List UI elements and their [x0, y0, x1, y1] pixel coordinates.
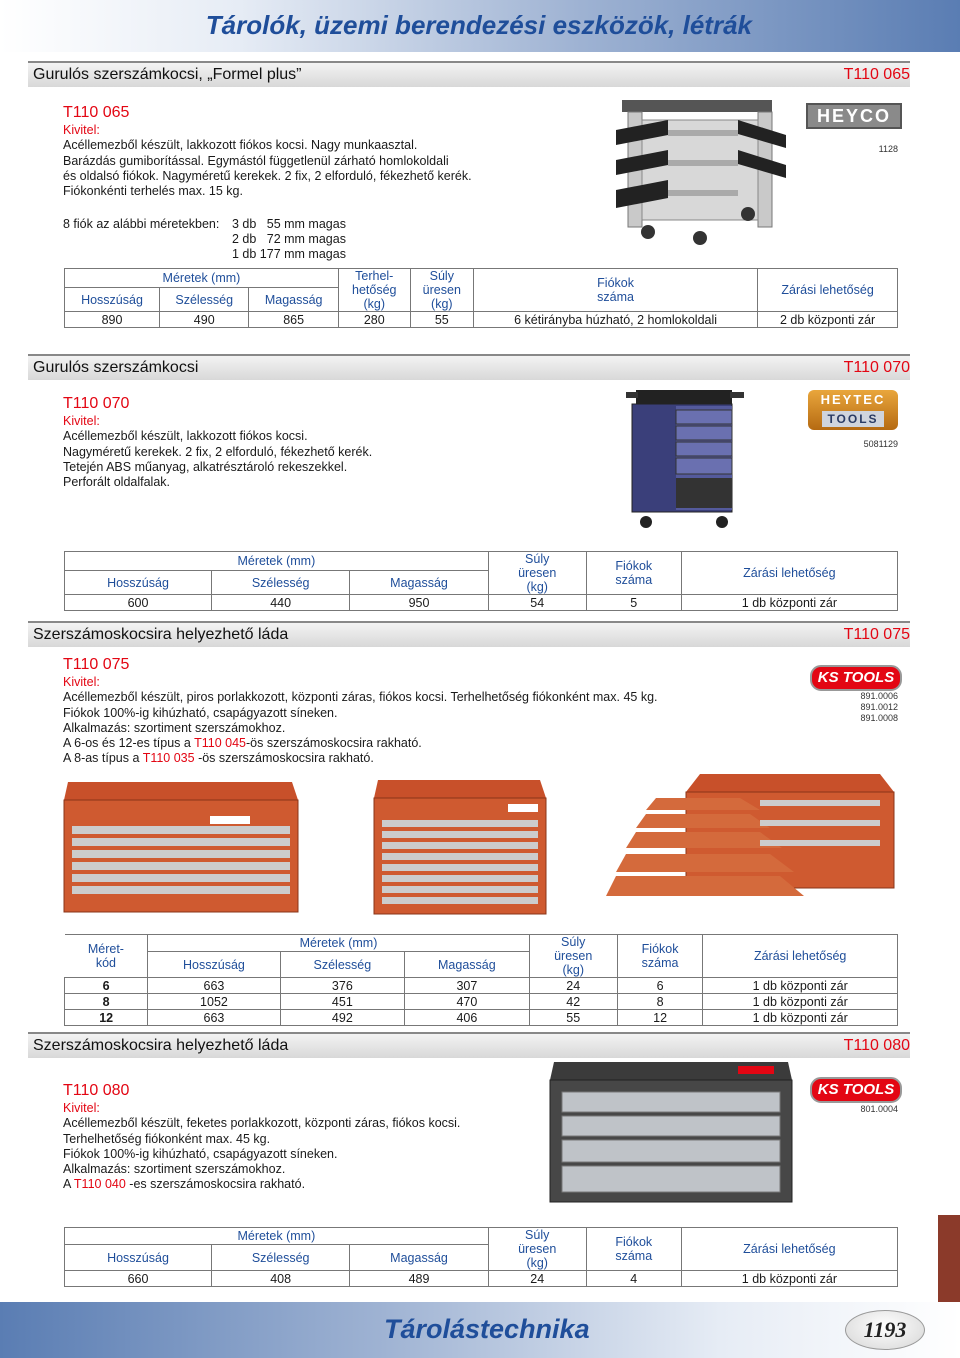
th-szelesseg: Szélesség [160, 288, 249, 312]
article-number: 801.0004 [860, 1104, 898, 1114]
tools-text: TOOLS [822, 411, 884, 427]
dims-c: 1 db 177 mm magas [232, 247, 346, 261]
th-hosszusag: Hosszúság [65, 1245, 212, 1271]
article-number: 891.0012 [860, 702, 898, 712]
th-zaras: Zárási lehetőség [758, 269, 898, 312]
cell: 54 [488, 595, 586, 611]
cell: 406 [405, 1010, 530, 1026]
kivitel-label: Kivitel: [63, 675, 100, 689]
desc-line: Tetején ABS műanyag, alkatrésztároló rekeszekkel. [63, 459, 348, 474]
text: -es szerszámoskocsira rakható. [125, 1177, 306, 1192]
desc-line [63, 736, 658, 751]
desc-line: Terhelhetőség fiókonként max. 45 kg. [63, 1131, 271, 1146]
th-zaras: Zárási lehetőség [681, 1228, 897, 1271]
cell: 42 [529, 994, 617, 1010]
th-meretek: Méretek (mm) [148, 935, 529, 952]
section-header-2 [28, 354, 910, 380]
section-title: Gurulós szerszámkocsi, „Formel plus” [33, 66, 302, 83]
text: A [63, 1177, 74, 1192]
th-suly: Súly üresen (kg) [529, 935, 617, 978]
product-desc-2 [63, 394, 372, 490]
th-fiokok: Fiókok száma [617, 935, 703, 978]
desc-line: és oldalsó fiókok. Nagyméretű kerekek. 2 fix, 2 elforduló, fékezhető kerék. [63, 168, 472, 183]
cell: 12 [65, 1010, 148, 1026]
desc-line: Nagyméretű kerekek. 2 fix, 2 elforduló, fékezhető kerék. [63, 444, 373, 459]
chapter-tab [938, 1215, 960, 1315]
tool-chests-red-image [60, 770, 910, 920]
trolley-image-blue [622, 380, 748, 535]
spec-table-2 [64, 551, 898, 611]
cell: 492 [280, 1010, 405, 1026]
tool-chest-medium [374, 780, 546, 914]
cell: 6 kétirányba húzható, 2 homlokoldali [473, 312, 757, 328]
cell: 2 db központi zár [758, 312, 898, 328]
section-code: T110 070 [843, 359, 910, 376]
product-code: T110 065 [63, 104, 130, 121]
section-title: Szerszámoskocsira helyezhető láda [33, 626, 289, 643]
ref-code: T110 040 [73, 1177, 126, 1192]
drawer-dimensions [63, 217, 346, 261]
cell: 8 [65, 994, 148, 1010]
table-row [65, 595, 898, 611]
th-suly: Súly üresen (kg) [488, 1228, 586, 1271]
cell: 890 [65, 312, 160, 328]
heytec-text: HEYTEC [820, 392, 886, 407]
cell: 1052 [148, 994, 280, 1010]
th-suly: Súly üresen (kg) [488, 552, 586, 595]
cell: 1 db központi zár [703, 978, 898, 994]
header-bar [0, 0, 960, 52]
cell: 55 [410, 312, 473, 328]
th-magassag: Magasság [405, 952, 530, 978]
section-title: Gurulós szerszámkocsi [33, 359, 199, 376]
cell: 663 [148, 1010, 280, 1026]
footer-title: Tárolástechnika [384, 1314, 590, 1344]
cell: 600 [65, 595, 212, 611]
desc-line: Acéllemezből készült, piros porlakkozott, központi záras, fiókos kocsi. Terhelhetőség fiókonként max. 45 kg. [63, 690, 658, 705]
desc-line: Barázdás gumiborítással. Egymástól függetlenül zárható homlokoldali [63, 153, 449, 168]
table-row [65, 1010, 898, 1026]
product-desc-3 [63, 655, 658, 767]
kstools-logo: KS TOOLS [810, 665, 902, 691]
text: -ös szerszámoskocsira rakható. [194, 751, 374, 766]
cell: 24 [529, 978, 617, 994]
th-meretek: Méretek (mm) [65, 1228, 489, 1245]
cell: 1 db központi zár [703, 994, 898, 1010]
th-hosszusag: Hosszúság [148, 952, 280, 978]
th-fiokok: Fiókok száma [586, 1228, 681, 1271]
desc-line: Perforált oldalfalak. [63, 475, 171, 490]
table-row [65, 994, 898, 1010]
section-header-1 [28, 61, 910, 87]
page-number: 1193 [845, 1310, 925, 1350]
th-fiokok: Fiókok száma [586, 552, 681, 595]
page-title: Tárolók, üzemi berendezési eszközök, létrák [205, 10, 752, 40]
section-code: T110 075 [843, 626, 910, 643]
text: A 6-os és 12-es típus a [63, 736, 195, 751]
th-szelesseg: Szélesség [211, 1245, 349, 1271]
th-hosszusag: Hosszúság [65, 571, 212, 595]
cell: 12 [617, 1010, 703, 1026]
desc-line: Alkalmazás: szortiment szerszámokhoz. [63, 1162, 286, 1177]
cell: 408 [211, 1271, 349, 1287]
cell: 55 [529, 1010, 617, 1026]
th-szelesseg: Szélesség [211, 571, 349, 595]
section-code: T110 065 [843, 66, 910, 83]
cell: 1 db központi zár [703, 1010, 898, 1026]
cell: 6 [65, 978, 148, 994]
cell: 451 [280, 994, 405, 1010]
spec-table-4 [64, 1227, 898, 1287]
ref-code: T110 035 [142, 751, 195, 766]
desc-line [63, 751, 658, 766]
cell: 663 [148, 978, 280, 994]
desc-line: Fiókok 100%-ig kihúzható, csapágyazott síneken. [63, 705, 338, 720]
cell: 470 [405, 994, 530, 1010]
th-szelesseg: Szélesség [280, 952, 405, 978]
cell: 5 [586, 595, 681, 611]
cell: 1 db központi zár [681, 595, 897, 611]
cell: 24 [488, 1271, 586, 1287]
cell: 307 [405, 978, 530, 994]
th-suly: Súly üresen (kg) [410, 269, 473, 312]
tool-chest-black-image [548, 1058, 794, 1208]
th-zaras: Zárási lehetőség [681, 552, 897, 595]
article-number: 891.0006 [860, 691, 898, 701]
th-terhelhetoseg: Terhel- hetőség (kg) [338, 269, 410, 312]
cell: 280 [338, 312, 410, 328]
dims-intro: 8 fiók az alábbi méretekben: [63, 217, 220, 231]
section-header-3 [28, 621, 910, 647]
tool-chest-open [606, 774, 894, 896]
th-meretkod: Méret- kód [65, 935, 148, 978]
cell: 950 [350, 595, 488, 611]
trolley-image-formel [608, 90, 794, 250]
desc-line: Fiókok 100%-ig kihúzható, csapágyazott síneken. [63, 1146, 338, 1161]
text: -ös szerszámoskocsira rakható. [246, 736, 422, 751]
kivitel-label: Kivitel: [63, 414, 100, 428]
cell: 4 [586, 1271, 681, 1287]
spec-table-1 [64, 268, 898, 328]
table-row [65, 312, 898, 328]
dims-a: 3 db 55 mm magas [232, 217, 346, 231]
desc-line: Acéllemezből készült, lakkozott fiókos kocsi. Nagy munkaasztal. [63, 138, 418, 153]
cell: 440 [211, 595, 349, 611]
heyco-logo: HEYCO [806, 103, 902, 129]
product-desc-4 [63, 1081, 460, 1193]
desc-line: Alkalmazás: szortiment szerszámokhoz. [63, 720, 286, 735]
th-magassag: Magasság [350, 1245, 488, 1271]
th-hosszusag: Hosszúság [65, 288, 160, 312]
cell: 376 [280, 978, 405, 994]
desc-line [63, 1177, 460, 1192]
footer-bar [0, 1302, 960, 1358]
th-magassag: Magasság [350, 571, 488, 595]
desc-line: Acéllemezből készült, lakkozott fiókos kocsi. [63, 429, 308, 444]
article-numbers [848, 691, 898, 724]
product-desc-1 [63, 103, 472, 199]
kstools-logo: KS TOOLS [810, 1077, 902, 1103]
cell: 660 [65, 1271, 212, 1287]
cell: 865 [249, 312, 338, 328]
section-header-4 [28, 1032, 910, 1058]
cell: 489 [350, 1271, 488, 1287]
kivitel-label: Kivitel: [63, 1101, 100, 1115]
dims-b: 2 db 72 mm magas [232, 232, 346, 246]
article-number: 1128 [878, 144, 898, 154]
product-code: T110 075 [63, 656, 130, 673]
kivitel-label: Kivitel: [63, 123, 100, 137]
product-code: T110 070 [63, 395, 130, 412]
th-fiokok: Fiókok száma [473, 269, 757, 312]
text: A 8-as típus a [63, 751, 143, 766]
tool-chest-small [64, 782, 298, 912]
cell: 1 db központi zár [681, 1271, 897, 1287]
article-number: 5081129 [863, 439, 898, 449]
table-row [65, 1271, 898, 1287]
product-code: T110 080 [63, 1082, 130, 1099]
th-zaras: Zárási lehetőség [703, 935, 898, 978]
desc-line: Fiókonkénti terhelés max. 15 kg. [63, 184, 243, 199]
th-meretek: Méretek (mm) [65, 269, 339, 288]
ref-code: T110 045 [194, 736, 247, 751]
article-number: 891.0008 [860, 713, 898, 723]
th-meretek: Méretek (mm) [65, 552, 489, 571]
cell: 8 [617, 994, 703, 1010]
desc-line: Acéllemezből készült, feketes porlakkozott, központi záras, fiókos kocsi. [63, 1116, 461, 1131]
section-title: Szerszámoskocsira helyezhető láda [33, 1037, 289, 1054]
spec-table-3 [64, 934, 898, 1026]
cell: 6 [617, 978, 703, 994]
cell: 490 [160, 312, 249, 328]
table-row [65, 978, 898, 994]
th-magassag: Magasság [249, 288, 338, 312]
heytec-logo [808, 390, 898, 430]
section-code: T110 080 [843, 1037, 910, 1054]
